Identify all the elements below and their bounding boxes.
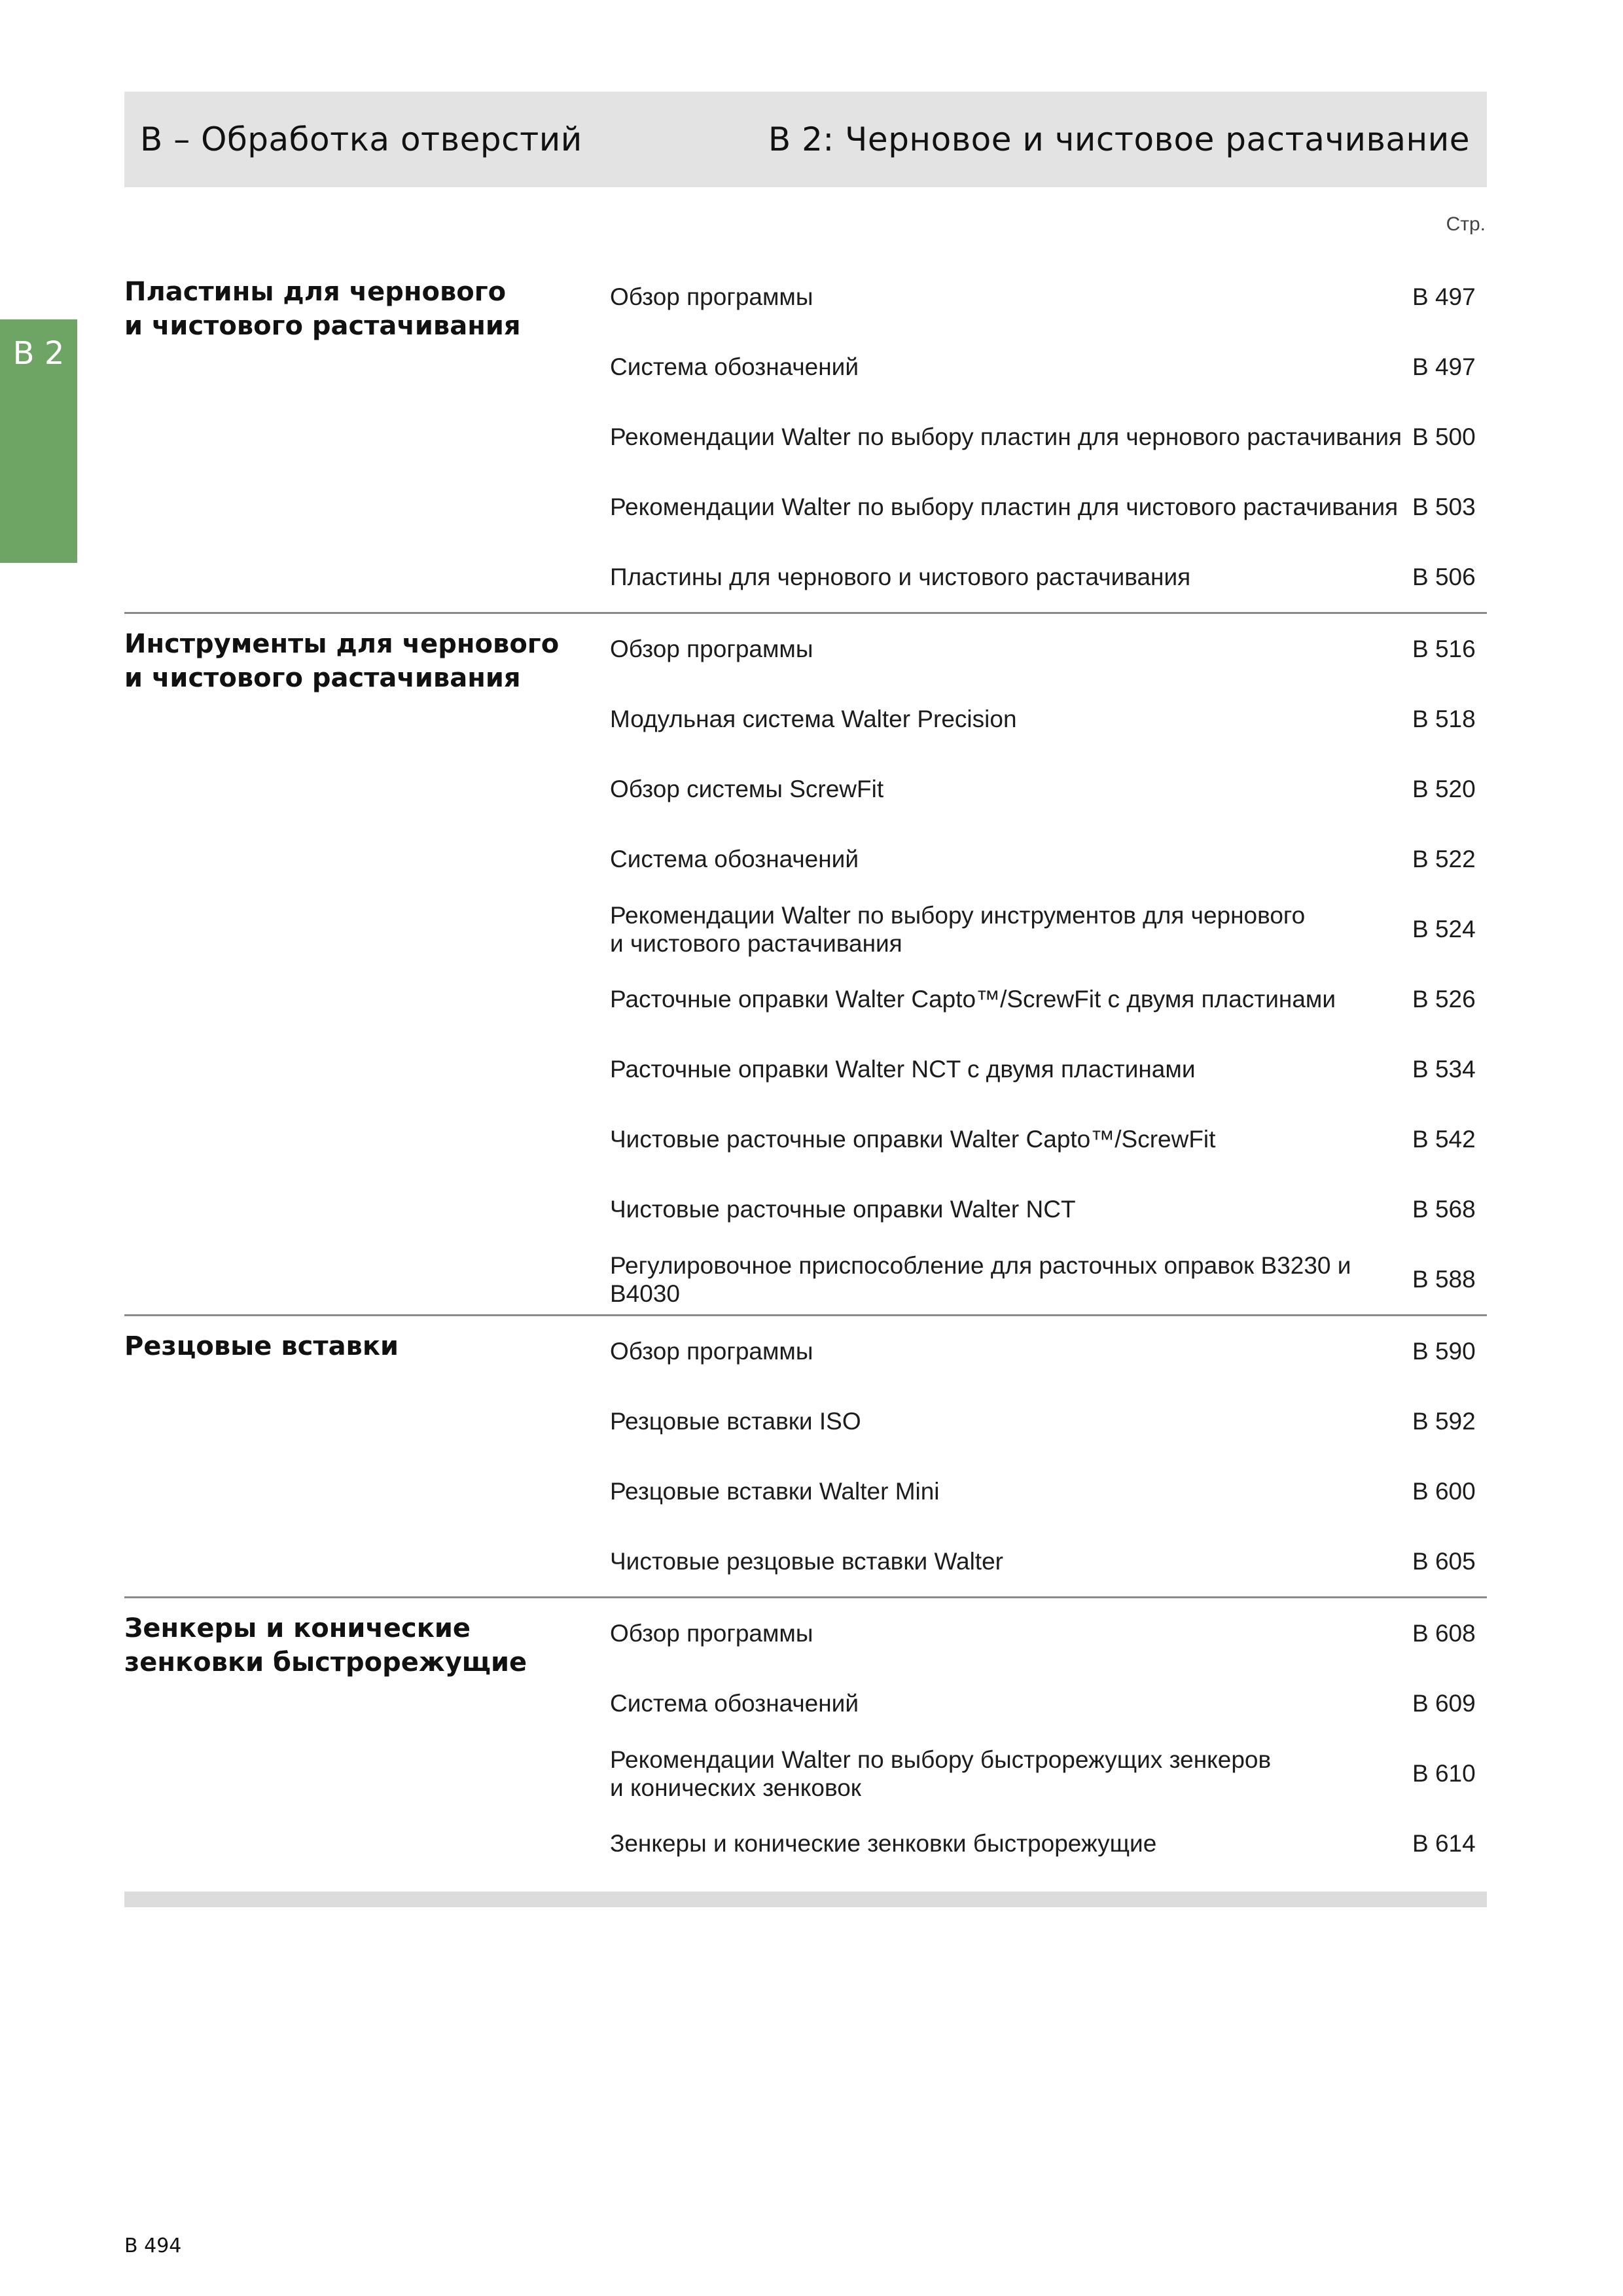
toc-entry-title-line: Система обозначений — [610, 846, 859, 872]
toc-entry-title-line: Зенкеры и конические зенковки быстрорежущие — [610, 1830, 1157, 1857]
toc-entry-page: B 588 — [1412, 1265, 1476, 1293]
toc-entry-title — [610, 1477, 1412, 1505]
toc-section-title — [124, 275, 582, 343]
toc-entry-title — [610, 845, 1412, 873]
toc-section — [124, 262, 1487, 612]
toc-entry-title — [610, 1547, 1412, 1575]
toc-section-title-line: и чистового растачивания — [124, 311, 521, 341]
toc-section-title-line: Зенкеры и конические — [124, 1613, 471, 1643]
toc-entry-page: B 522 — [1412, 845, 1476, 872]
toc-entry-title-line: Обзор программы — [610, 283, 813, 310]
toc-entry-title — [610, 775, 1412, 803]
toc-entry-title — [610, 493, 1412, 521]
toc-entry-page: B 592 — [1412, 1407, 1476, 1435]
toc-entry-page: B 497 — [1412, 353, 1476, 380]
toc-entry-title-line: Рекомендации Walter по выбору инструментов для чернового — [610, 901, 1306, 929]
side-tab-label: B 2 — [12, 335, 65, 372]
toc-section — [124, 1314, 1487, 1596]
toc-entry[interactable] — [610, 402, 1487, 472]
toc-entry-title — [610, 1251, 1412, 1308]
toc-entry-title — [610, 985, 1412, 1013]
toc-entry[interactable] — [610, 472, 1487, 542]
toc-entry[interactable] — [610, 1738, 1487, 1808]
toc-entry-title-line: Пластины для чернового и чистового растачивания — [610, 564, 1191, 590]
toc-entry-title — [610, 705, 1412, 733]
toc-entry-title — [610, 1337, 1412, 1365]
toc-entry-title — [610, 1689, 1412, 1717]
toc-entry[interactable] — [610, 754, 1487, 824]
toc-entry[interactable] — [610, 894, 1487, 964]
toc-section-title-line: Инструменты для чернового — [124, 629, 560, 659]
toc-entry-page: B 534 — [1412, 1055, 1476, 1083]
toc-entry[interactable] — [610, 824, 1487, 894]
toc-entry-title — [610, 635, 1412, 663]
toc-entry-title-line: и чистового растачивания — [610, 929, 902, 957]
toc-entry[interactable] — [610, 1316, 1487, 1386]
toc-entry[interactable] — [610, 1244, 1487, 1314]
toc-entry-title — [610, 1619, 1412, 1647]
toc-entry-title — [610, 1125, 1412, 1153]
toc-entry-page: B 542 — [1412, 1125, 1476, 1153]
toc-entry[interactable] — [610, 542, 1487, 612]
toc-entry[interactable] — [610, 684, 1487, 754]
toc-entry-title-line: Обзор системы ScrewFit — [610, 776, 884, 802]
toc-entry-page: B 516 — [1412, 635, 1476, 662]
toc-entry-page: B 526 — [1412, 985, 1476, 1013]
toc-section-title — [124, 627, 582, 695]
toc-section-title — [124, 1329, 582, 1363]
toc-entry-page: B 497 — [1412, 283, 1476, 310]
toc-entry-page: B 608 — [1412, 1619, 1476, 1647]
toc-section — [124, 1596, 1487, 1878]
toc-entry-title-line: и конических зенковок — [610, 1774, 861, 1801]
toc-entry[interactable] — [610, 262, 1487, 332]
toc-entry-title — [610, 1829, 1412, 1857]
toc-entry-title-line: Модульная система Walter Precision — [610, 706, 1017, 732]
toc-section-title-line: Пластины для чернового — [124, 277, 507, 307]
toc-entry-page: B 503 — [1412, 493, 1476, 520]
toc-entry[interactable] — [610, 332, 1487, 402]
toc-entry-title-line: Обзор программы — [610, 1620, 813, 1647]
toc-entry-title-line: Чистовые резцовые вставки Walter — [610, 1548, 1003, 1575]
toc-entry-title-line: Система обозначений — [610, 353, 859, 380]
toc-section-title-line: Резцовые вставки — [124, 1331, 399, 1361]
chapter-title: B – Обработка отверстий — [140, 120, 582, 158]
toc-entry-title-line: Резцовые вставки Walter Mini — [610, 1478, 940, 1505]
toc-entry-page: B 520 — [1412, 775, 1476, 802]
page-column-label: Стр. — [1446, 213, 1486, 235]
toc-entry-title-line: Чистовые расточные оправки Walter Capto™/ScrewFit — [610, 1126, 1216, 1153]
toc-entry-page: B 518 — [1412, 705, 1476, 732]
toc-entry-title-line: Чистовые расточные оправки Walter NCT — [610, 1196, 1076, 1223]
toc-entry-title — [610, 1055, 1412, 1083]
toc-entry[interactable] — [610, 1456, 1487, 1526]
toc-entry[interactable] — [610, 1034, 1487, 1104]
toc-entry-page: B 605 — [1412, 1547, 1476, 1575]
toc-entry-page: B 568 — [1412, 1195, 1476, 1223]
toc-entry-title-line: Регулировочное приспособление для расточных оправок B3230 и B4030 — [610, 1251, 1351, 1307]
toc-entry-title-line: Рекомендации Walter по выбору быстрорежущих зенкеров — [610, 1746, 1272, 1773]
toc-entry[interactable] — [610, 1104, 1487, 1174]
toc-entry-title-line: Расточные оправки Walter NCT с двумя пластинами — [610, 1056, 1196, 1083]
page-header — [124, 92, 1487, 187]
toc-entry-page: B 524 — [1412, 915, 1476, 942]
toc-entry-title — [610, 283, 1412, 311]
toc-entry[interactable] — [610, 1386, 1487, 1456]
toc-entry[interactable] — [610, 1526, 1487, 1596]
toc-entry-title — [610, 1407, 1412, 1435]
toc-entry-title — [610, 901, 1412, 958]
toc-section-title-line: и чистового растачивания — [124, 663, 521, 693]
toc-entry-title-line: Резцовые вставки ISO — [610, 1408, 861, 1435]
toc-entry[interactable] — [610, 1598, 1487, 1668]
toc-entry-page: B 500 — [1412, 423, 1476, 450]
toc-entry-title — [610, 563, 1412, 591]
toc-entry-title-line: Обзор программы — [610, 1338, 813, 1365]
toc-entry-page: B 600 — [1412, 1477, 1476, 1505]
toc-entry-title-line: Расточные оправки Walter Capto™/ScrewFit с двумя пластинами — [610, 986, 1336, 1013]
toc-entry-page: B 609 — [1412, 1689, 1476, 1717]
toc-entry[interactable] — [610, 964, 1487, 1034]
toc-entry-title-line: Система обозначений — [610, 1690, 859, 1717]
toc-entry-title-line: Рекомендации Walter по выбору пластин для чернового растачивания — [610, 423, 1402, 450]
table-of-contents — [124, 262, 1487, 1878]
toc-entry[interactable] — [610, 1668, 1487, 1738]
toc-entry-page: B 506 — [1412, 563, 1476, 590]
toc-entry[interactable] — [610, 1808, 1487, 1878]
toc-entry[interactable] — [610, 1174, 1487, 1244]
footer-page-number: B 494 — [124, 2234, 182, 2257]
toc-section — [124, 612, 1487, 1314]
toc-entry-page: B 610 — [1412, 1759, 1476, 1787]
bottom-divider-bar — [124, 1892, 1487, 1907]
toc-entry-title-line: Обзор программы — [610, 636, 813, 662]
toc-section-title — [124, 1611, 582, 1679]
toc-entry[interactable] — [610, 614, 1487, 684]
toc-entry-title — [610, 423, 1412, 451]
toc-entry-title — [610, 353, 1412, 381]
toc-entry-title — [610, 1195, 1412, 1223]
toc-entry-title-line: Рекомендации Walter по выбору пластин для чистового растачивания — [610, 493, 1399, 520]
toc-section-title-line: зенковки быстрорежущие — [124, 1647, 527, 1677]
section-title: B 2: Черновое и чистовое растачивание — [768, 120, 1470, 158]
side-tab[interactable] — [0, 319, 77, 563]
toc-entry-title — [610, 1746, 1412, 1802]
toc-entry-page: B 614 — [1412, 1829, 1476, 1857]
toc-entry-page: B 590 — [1412, 1337, 1476, 1365]
